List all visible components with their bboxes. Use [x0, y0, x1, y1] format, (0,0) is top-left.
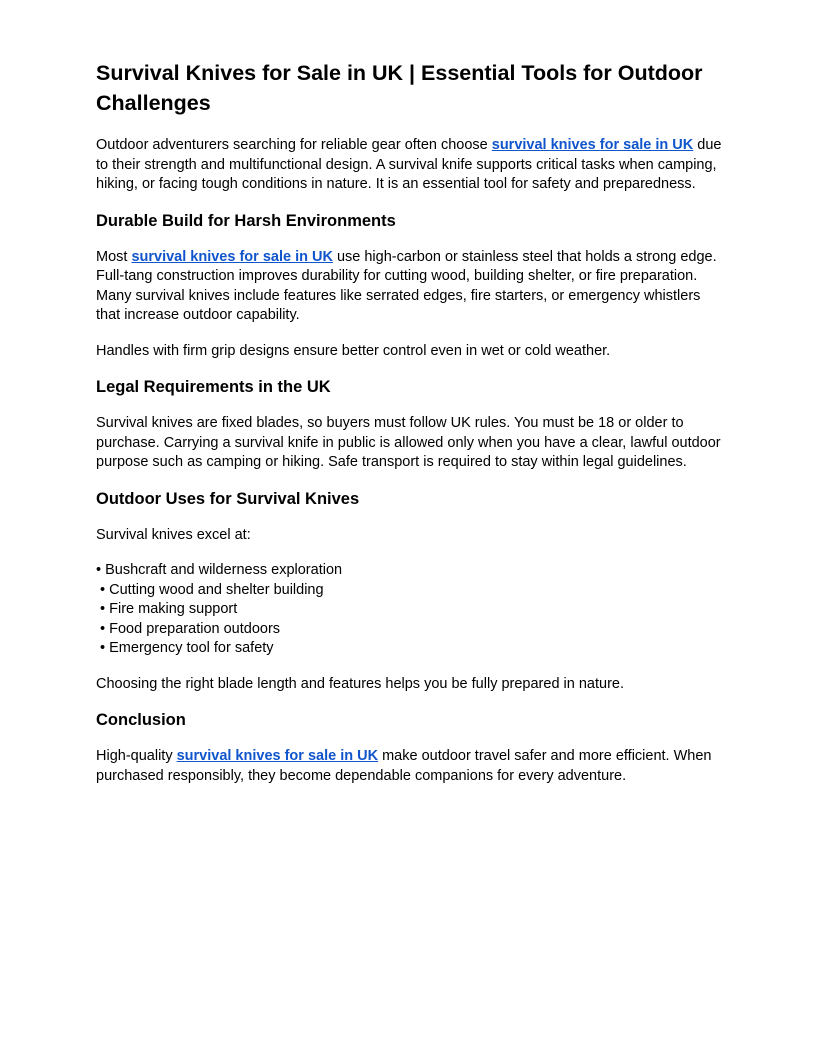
durable-paragraph-1: [96, 248, 724, 326]
durable-paragraph-2: Handles with firm grip designs ensure better control even in wet or cold weather.: [96, 342, 611, 359]
legal-paragraph: Survival knives are fixed blades, so buyers must follow UK rules. You must be 18 or older to purchase. Carrying a survival knife in public is allowed only when you have a clear, lawful outdoor purpose such as camping or hiking. Safe transport is required to stay within legal guidelines.: [96, 415, 721, 470]
list-item: • Emergency tool for safety: [96, 640, 274, 656]
uses-list: [96, 561, 724, 659]
uses-closing: Choosing the right blade length and features helps you be fully prepared in nature.: [96, 675, 624, 692]
list-item: • Fire making support: [96, 601, 238, 617]
document-page: [96, 58, 724, 802]
intro-survival-knives-link[interactable]: survival knives for sale in UK: [491, 137, 694, 153]
intro-text-after: due to their strength and multifunctional design. A survival knife supports critical tasks when camping, hiking, or facing tough conditions in nature. It is an essential tool for safety and preparedness.: [96, 137, 722, 192]
page-title: Survival Knives for Sale in UK | Essential Tools for Outdoor Challenges: [96, 61, 703, 115]
section-heading-legal: Legal Requirements in the UK: [96, 378, 331, 396]
section-heading-uses: Outdoor Uses for Survival Knives: [96, 489, 360, 508]
section-heading-durable: Durable Build for Harsh Environments: [96, 211, 396, 230]
list-item: • Bushcraft and wilderness exploration: [96, 562, 343, 578]
uses-intro: Survival knives excel at:: [96, 526, 251, 543]
intro-text-before: Outdoor adventurers searching for reliable gear often choose: [96, 137, 492, 153]
conclusion-paragraph: [96, 747, 724, 786]
section-heading-conclusion: Conclusion: [96, 711, 186, 729]
list-item: • Food preparation outdoors: [96, 620, 281, 637]
intro-paragraph: [96, 136, 724, 195]
durable-survival-knives-link[interactable]: survival knives for sale in UK: [131, 248, 333, 265]
durable-text-after: use high-carbon or stainless steel that holds a strong edge. Full-tang construction improves durability for cutting wood, building shelter, or fire preparation. Many survival knives include features like serrated edges, fire starters, or emergency whistlers that increase outdoor capability.: [96, 248, 717, 323]
conclusion-text-after: make outdoor travel safer and more efficient. When purchased responsibly, they become dependable companions for every adventure.: [96, 748, 712, 784]
conclusion-text-before: High-quality: [96, 748, 177, 764]
conclusion-survival-knives-link[interactable]: survival knives for sale in UK: [176, 748, 379, 764]
list-item: • Cutting wood and shelter building: [96, 581, 324, 598]
durable-text-before: Most: [96, 248, 132, 265]
